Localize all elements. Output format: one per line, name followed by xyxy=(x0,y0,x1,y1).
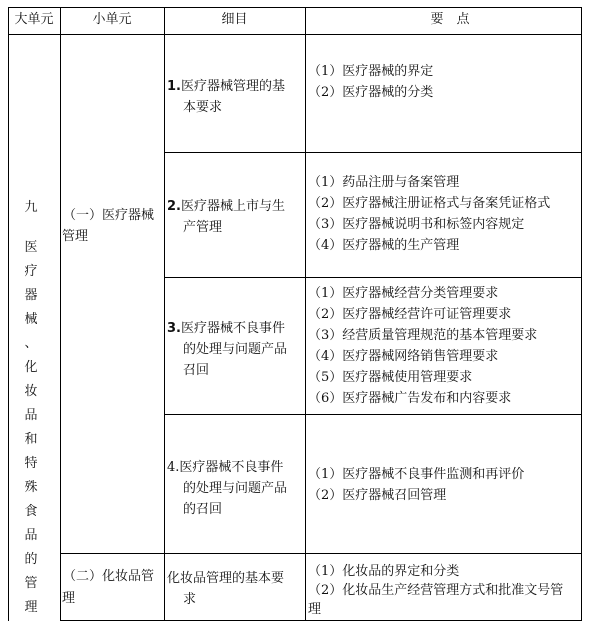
detail-number: 1. xyxy=(167,79,181,94)
unit-title-char: 殊 xyxy=(24,480,38,495)
detail-text: 医疗器械不良事件 xyxy=(180,321,285,336)
unit-title-char: 、 xyxy=(24,336,38,351)
point-line: （6）医疗器械广告发布和内容要求 xyxy=(308,391,512,406)
point-line: （3）经营质量管理规范的基本管理要求 xyxy=(308,328,538,343)
unit-title-char: 特 xyxy=(24,456,38,471)
point-line: （2）医疗器械召回管理 xyxy=(308,488,447,503)
unit-title-char: 器 xyxy=(24,288,38,303)
point-line: （5）医疗器械使用管理要求 xyxy=(308,370,473,385)
header-key-points: 要 点 xyxy=(430,12,470,27)
unit-title-char: 医 xyxy=(24,240,38,255)
subunit-1-line2: 管理 xyxy=(62,229,89,244)
detail-number: 4. xyxy=(167,460,180,475)
point-line: （4）医疗器械的生产管理 xyxy=(308,238,460,253)
detail-text: 本要求 xyxy=(183,100,223,115)
point-line: 理 xyxy=(308,602,322,617)
point-line: （2）化妆品生产经营管理方式和批准文号管 xyxy=(308,583,564,598)
unit-title-char: 械 xyxy=(24,312,38,327)
unit-title-char: 品 xyxy=(24,408,38,423)
subunit-2-line1: （二）化妆品管 xyxy=(63,569,155,584)
detail-text: 的处理与问题产品 xyxy=(183,481,288,496)
header-sub-unit: 小单元 xyxy=(92,12,132,27)
unit-title-char: 化 xyxy=(24,360,38,375)
point-line: （1）医疗器械不良事件监测和再评价 xyxy=(308,467,525,482)
subunit-1-line1: （一）医疗器械 xyxy=(63,208,155,223)
header-major-unit: 大单元 xyxy=(14,12,54,27)
unit-title-char: 管 xyxy=(24,576,38,591)
detail-text: 的召回 xyxy=(183,502,223,517)
unit-title-char: 妆 xyxy=(24,384,38,399)
point-line: （4）医疗器械网络销售管理要求 xyxy=(308,349,499,364)
unit-title-char: 理 xyxy=(24,600,38,615)
detail-text: 化妆品管理的基本要 xyxy=(167,571,285,586)
point-line: （1）医疗器械经营分类管理要求 xyxy=(308,286,499,301)
detail-text: 求 xyxy=(183,592,197,607)
unit-title-char: 的 xyxy=(24,552,38,567)
subunit-2-line2: 理 xyxy=(62,591,76,606)
point-line: （2）医疗器械注册证格式与备案凭证格式 xyxy=(308,196,551,211)
detail-text: 医疗器械不良事件 xyxy=(179,460,284,475)
unit-title-char: 和 xyxy=(24,432,38,447)
point-line: （2）医疗器械的分类 xyxy=(308,85,434,100)
unit-number: 九 xyxy=(24,200,38,215)
point-line: （1）化妆品的界定和分类 xyxy=(308,564,460,579)
unit-title xyxy=(18,236,44,620)
detail-text: 医疗器械管理的基 xyxy=(180,79,285,94)
point-line: （2）医疗器械经营许可证管理要求 xyxy=(308,307,512,322)
unit-title-char: 品 xyxy=(24,528,38,543)
detail-text: 医疗器械上市与生 xyxy=(180,199,285,214)
point-line: （1）医疗器械的界定 xyxy=(308,64,434,79)
unit-title-char: 食 xyxy=(24,504,38,519)
point-line: （3）医疗器械说明书和标签内容规定 xyxy=(308,217,525,232)
detail-text: 产管理 xyxy=(183,220,223,235)
detail-number: 2. xyxy=(167,199,181,214)
header-detail: 细目 xyxy=(221,12,248,27)
point-line: （1）药品注册与备案管理 xyxy=(308,175,460,190)
detail-text: 召回 xyxy=(183,363,210,378)
detail-text: 的处理与问题产品 xyxy=(183,342,288,357)
unit-title-char: 疗 xyxy=(24,264,38,279)
detail-number: 3. xyxy=(167,321,181,336)
